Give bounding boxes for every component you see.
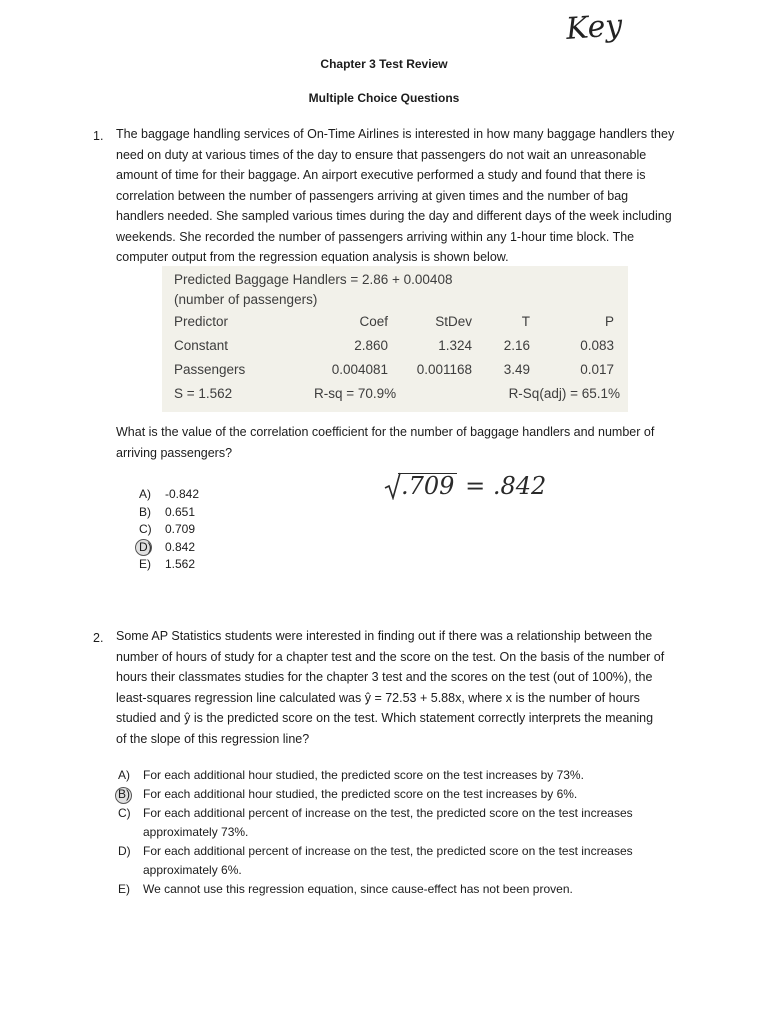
header-coef: Coef xyxy=(359,314,388,329)
question-2-line: of the slope of this regression line? xyxy=(116,731,310,746)
r-squared: R-sq = 70.9% xyxy=(314,386,397,401)
cell: Constant xyxy=(174,338,229,353)
header-predictor: Predictor xyxy=(174,314,229,329)
cell: 0.083 xyxy=(580,338,614,353)
question-2-text xyxy=(116,626,664,749)
question-2-line: least-squares regression line calculated was ŷ = 72.53 + 5.88x, where x is the number of hours xyxy=(116,690,640,705)
cell: Passengers xyxy=(174,362,246,377)
question-2-line: hours their classmates studies for the chapter 3 test and the scores on the test (out of 100%), the xyxy=(116,670,653,684)
question-1-line: need on duty at various times of the day to ensure that passengers do not wait an unreasonable xyxy=(116,147,647,162)
header-p: P xyxy=(604,314,614,329)
cell: 0.017 xyxy=(580,362,614,377)
handwritten-key-note: Key xyxy=(564,8,624,47)
question-1-text xyxy=(116,124,674,268)
regression-equation-continued: (number of passengers) xyxy=(174,292,318,307)
cell: 0.001168 xyxy=(416,362,472,377)
question-2-line: number of hours of study for a chapter test and the score on the test. On the basis of the number of xyxy=(116,649,665,664)
question-2-number: 2. xyxy=(93,631,104,645)
question-1-prompt-line: arriving passengers? xyxy=(116,445,233,460)
regression-table-header xyxy=(162,314,628,338)
question-1-line: correlation between the number of passengers arriving at given times and the number of bag xyxy=(116,188,629,203)
question-1-line: weekends. She recorded the number of passengers arriving within any 1-hour time block. The xyxy=(116,229,635,244)
choice-c: C) For each additional percent of increase on the test, the predicted score on the test increases approximately 73%. xyxy=(118,806,633,839)
square-root-radicand: .709 xyxy=(398,473,457,498)
table-row xyxy=(162,362,628,386)
question-1-line: amount of time for their baggage. An airport executive performed a study and found that there is xyxy=(116,168,646,182)
square-root-result: = .842 xyxy=(465,472,547,500)
cell: 1.324 xyxy=(438,338,472,353)
choice-b: B) 0.651 xyxy=(139,504,196,519)
cell: 2.860 xyxy=(354,338,388,353)
header-stdev: StDev xyxy=(435,314,472,329)
question-1-prompt-line: What is the value of the correlation coefficient for the number of baggage handlers and number of xyxy=(116,425,655,439)
cell: 2.16 xyxy=(503,338,530,353)
question-1-choices xyxy=(139,486,199,574)
choice-a: A) -0.842 xyxy=(139,487,200,501)
cell: 0.004081 xyxy=(331,362,388,377)
choice-c: C) 0.709 xyxy=(139,522,196,536)
page-subtitle: Multiple Choice Questions xyxy=(308,91,460,105)
question-2-choices xyxy=(118,766,633,899)
choice-a: A) For each additional hour studied, the predicted score on the test increases by 73%. xyxy=(118,768,584,782)
regression-output-box xyxy=(162,266,628,412)
question-1-line: The baggage handling services of On-Time Airlines is interested in how many baggage handlers they xyxy=(116,127,675,141)
question-1-line: computer output from the regression equation analysis is shown below. xyxy=(116,250,509,264)
question-1-line: handlers needed. She sampled various times during the day and different days of the week including xyxy=(116,209,672,223)
choice-d-selected: D) 0.842 xyxy=(139,539,199,557)
std-error-s: S = 1.562 xyxy=(174,386,233,401)
regression-summary-row xyxy=(162,386,628,410)
page-title: Chapter 3 Test Review xyxy=(320,57,448,71)
choice-e: E) We cannot use this regression equation, since cause-effect has not been proven. xyxy=(118,882,573,896)
choice-e: E) 1.562 xyxy=(139,557,196,571)
r-squared-adjusted: R-Sq(adj) = 65.1% xyxy=(508,386,620,401)
square-root-icon xyxy=(384,472,402,500)
question-2-line: studied and ŷ is the predicted score on the test. Which statement correctly interprets the meaning xyxy=(116,711,654,725)
regression-table xyxy=(162,314,628,410)
question-1-prompt xyxy=(116,422,654,463)
question-1-number: 1. xyxy=(93,129,104,143)
question-2-line: Some AP Statistics students were interested in finding out if there was a relationship between the xyxy=(116,629,653,643)
table-row xyxy=(162,338,628,362)
cell: 3.49 xyxy=(503,362,530,377)
handwritten-work xyxy=(384,472,546,500)
regression-equation: Predicted Baggage Handlers = 2.86 + 0.00408 xyxy=(174,272,453,287)
header-t: T xyxy=(521,314,530,329)
choice-d: D) For each additional percent of increase on the test, the predicted score on the test increases approximately 6%. xyxy=(118,844,633,877)
choice-b-selected: B) For each additional hour studied, the predicted score on the test increases by 6%. xyxy=(118,785,633,804)
answer-circle-mark xyxy=(135,539,152,556)
